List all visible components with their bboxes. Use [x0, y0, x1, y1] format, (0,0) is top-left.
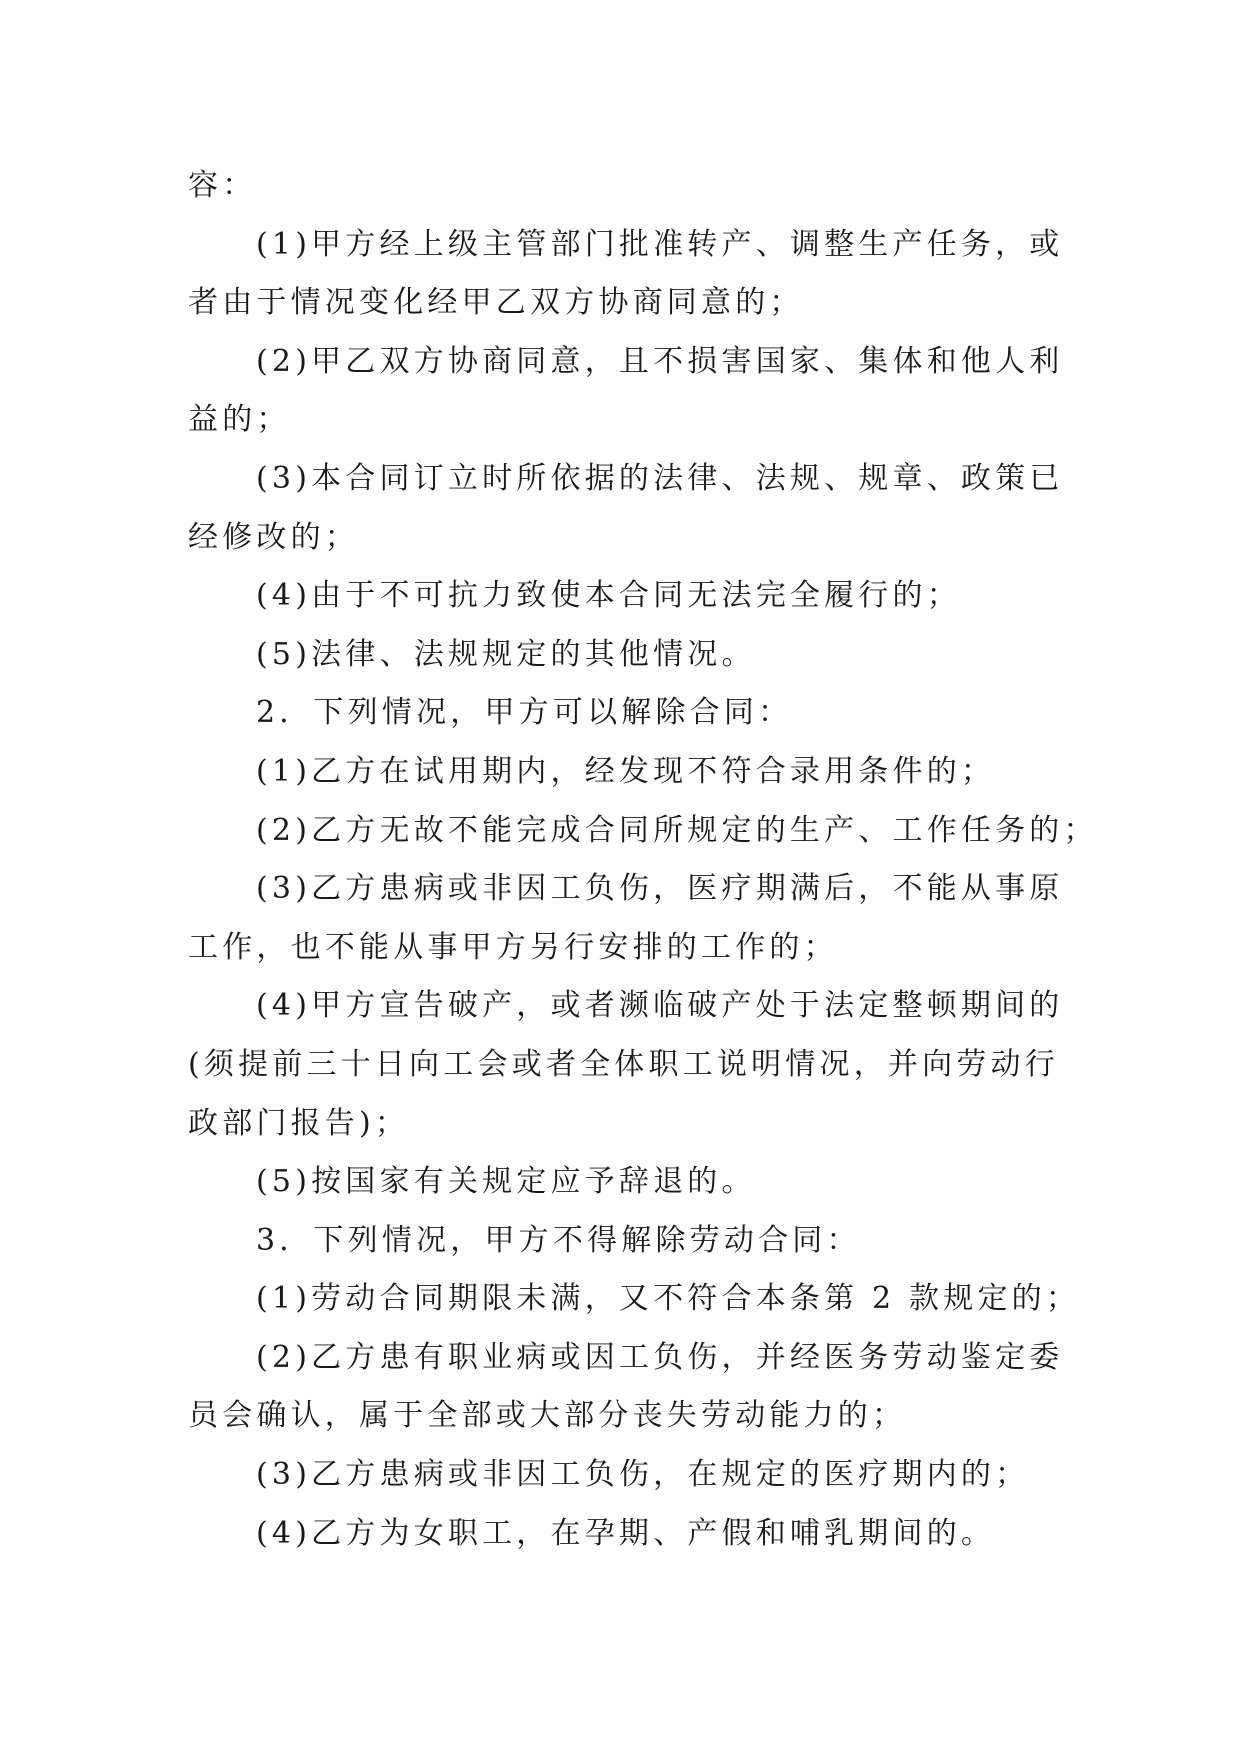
text-line: (3)乙方患病或非因工负伤，医疗期满后，不能从事原: [256, 871, 1064, 907]
text-line: (须提前三十日向工会或者全体职工说明情况，并向劳动行: [188, 1046, 1059, 1082]
text-line: 容：: [188, 168, 257, 203]
text-line: (3)乙方患病或非因工负伤，在规定的医疗期内的；: [256, 1457, 1030, 1493]
text-line: (2)乙方无故不能完成合同所规定的生产、工作任务的；: [256, 812, 1098, 848]
text-line: 政部门报告)；: [188, 1105, 410, 1141]
text-line: 工作，也不能从事甲方另行安排的工作的；: [188, 929, 838, 965]
text-line: 益的；: [188, 402, 291, 438]
text-line: (4)由于不可抗力致使本合同无法完全履行的；: [256, 578, 961, 614]
text-line: (2)甲乙双方协商同意，且不损害国家、集体和他人利: [256, 343, 1064, 379]
text-line: 3．下列情况，甲方不得解除劳动合同：: [256, 1222, 861, 1258]
text-line: (4)乙方为女职工，在孕期、产假和哺乳期间的。: [256, 1515, 996, 1551]
text-line: 经修改的；: [188, 519, 359, 555]
document-body: [188, 157, 1098, 1563]
text-line: 2．下列情况，甲方可以解除合同：: [256, 695, 793, 731]
text-line: (1)劳动合同期限未满，又不符合本条第 2 款规定的；: [256, 1281, 1081, 1317]
text-line: (2)乙方患有职业病或因工负伤，并经医务劳动鉴定委: [256, 1339, 1064, 1375]
text-line: 员会确认，属于全部或大部分丧失劳动能力的；: [188, 1398, 907, 1434]
text-line: (1)乙方在试用期内，经发现不符合录用条件的；: [256, 753, 996, 789]
text-line: (4)甲方宣告破产，或者濒临破产处于法定整顿期间的: [256, 988, 1064, 1024]
text-line: (5)法律、法规规定的其他情况。: [256, 636, 756, 672]
text-line: (3)本合同订立时所依据的法律、法规、规章、政策已: [256, 460, 1064, 496]
text-line: (1)甲方经上级主管部门批准转产、调整生产任务，或: [256, 226, 1064, 262]
text-line: (5)按国家有关规定应予辞退的。: [256, 1164, 756, 1200]
text-line: 者由于情况变化经甲乙双方协商同意的；: [188, 285, 804, 321]
